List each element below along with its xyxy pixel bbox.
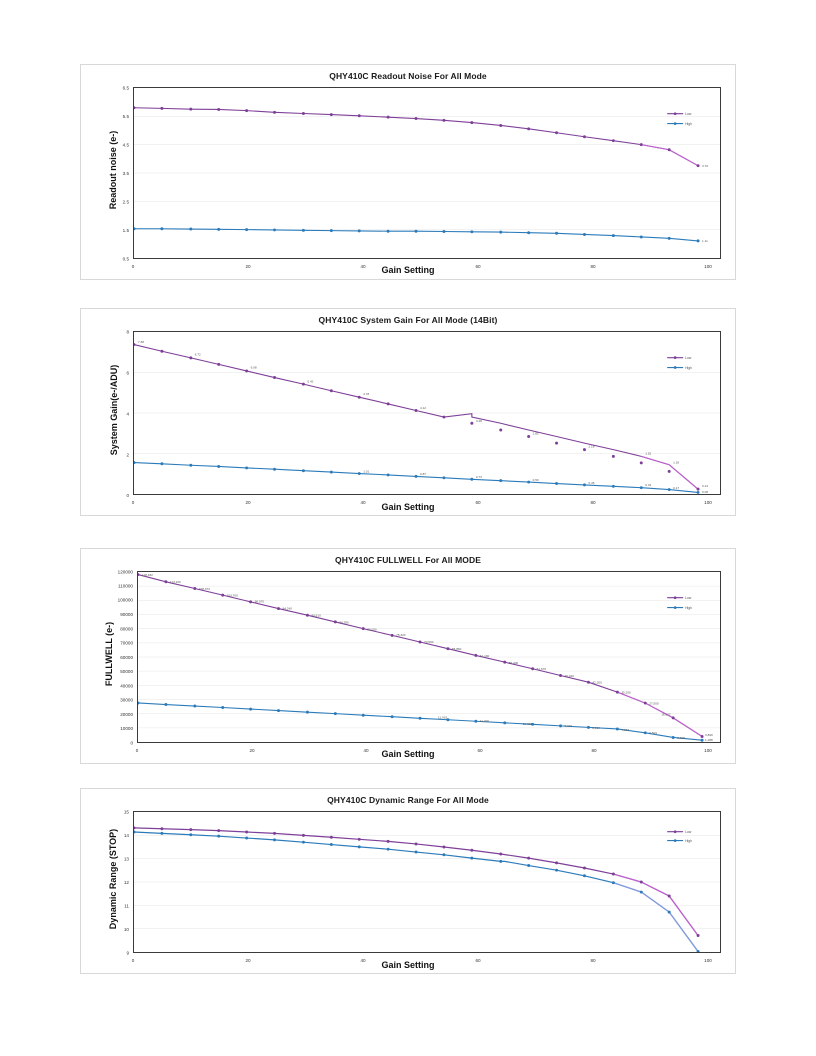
svg-text:120000: 120000: [117, 569, 133, 575]
svg-text:84,780: 84,780: [339, 620, 349, 625]
svg-text:11,915: 11,915: [437, 715, 448, 720]
svg-text:56,400: 56,400: [508, 660, 519, 665]
svg-text:Low: Low: [685, 356, 692, 361]
svg-text:80000: 80000: [120, 626, 133, 632]
legend-fullwell: [667, 596, 692, 610]
svg-text:15: 15: [123, 809, 129, 815]
svg-text:2.5: 2.5: [122, 199, 129, 205]
svg-text:0: 0: [131, 958, 135, 963]
svg-text:40: 40: [360, 958, 366, 963]
svg-text:6.72: 6.72: [194, 352, 201, 357]
svg-text:8,804: 8,804: [592, 726, 601, 731]
svg-text:80: 80: [590, 958, 596, 963]
svg-text:5.5: 5.5: [122, 114, 129, 119]
svg-text:High: High: [685, 365, 693, 370]
svg-text:80: 80: [590, 264, 596, 269]
plot-svg-system-gain: [134, 332, 720, 494]
plot-area-readout-noise: [133, 87, 721, 259]
plot-svg-fullwell: [138, 572, 720, 742]
svg-text:2.82: 2.82: [532, 431, 539, 436]
svg-text:70,590: 70,590: [424, 640, 434, 645]
svg-text:11,200: 11,200: [479, 719, 490, 724]
svg-text:1.01: 1.01: [363, 469, 370, 474]
svg-text:6.5: 6.5: [122, 85, 129, 91]
svg-text:4.12: 4.12: [420, 406, 427, 411]
svg-text:4: 4: [126, 411, 129, 417]
svg-text:20: 20: [249, 748, 255, 753]
svg-text:46,940: 46,940: [564, 673, 574, 678]
svg-text:7,967: 7,967: [621, 728, 630, 733]
svg-text:10,398: 10,398: [522, 722, 533, 727]
svg-text:11: 11: [124, 903, 129, 909]
svg-text:103,700: 103,700: [226, 593, 238, 598]
svg-text:40: 40: [363, 748, 369, 753]
svg-text:3.48: 3.48: [475, 418, 482, 423]
chart-title-dynamic-range: QHY410C Dynamic Range For All Mode: [327, 795, 489, 805]
plot-svg-readout-noise: [134, 88, 720, 258]
svg-text:0: 0: [131, 500, 135, 505]
svg-text:89,510: 89,510: [311, 613, 321, 618]
svg-text:0: 0: [135, 748, 139, 753]
ylabel-fullwell: FULLWELL (e-): [104, 621, 114, 687]
svg-text:3,899: 3,899: [705, 733, 713, 738]
svg-text:0: 0: [126, 493, 129, 498]
svg-text:0.5: 0.5: [122, 256, 129, 262]
legend-readout-noise: [667, 112, 692, 126]
svg-text:51,670: 51,670: [536, 666, 547, 671]
svg-text:Low: Low: [685, 596, 692, 601]
svg-text:100: 100: [704, 748, 712, 753]
svg-text:100: 100: [704, 958, 712, 963]
svg-text:0.45: 0.45: [588, 481, 595, 486]
svg-text:3,218: 3,218: [677, 736, 685, 741]
svg-text:1,288: 1,288: [705, 738, 713, 742]
svg-text:75,320: 75,320: [396, 633, 406, 638]
svg-text:70000: 70000: [120, 640, 133, 646]
svg-text:9,602: 9,602: [564, 724, 573, 729]
svg-text:100: 100: [704, 264, 712, 269]
xlabel-fullwell: Gain Setting: [381, 749, 435, 759]
svg-text:1.52: 1.52: [645, 451, 652, 456]
svg-text:27,500: 27,500: [649, 701, 659, 706]
plot-area-fullwell: [137, 571, 721, 743]
svg-text:13: 13: [123, 856, 129, 862]
svg-text:98,970: 98,970: [254, 599, 265, 604]
svg-text:2: 2: [126, 452, 129, 458]
legend-dynamic-range: [667, 830, 692, 843]
svg-text:35,200: 35,200: [621, 690, 631, 695]
svg-text:Low: Low: [685, 112, 692, 117]
ylabel-dynamic-range: Dynamic Range (STOP): [108, 828, 118, 930]
svg-text:30000: 30000: [120, 697, 133, 703]
svg-text:80,050: 80,050: [367, 627, 377, 632]
svg-text:60: 60: [475, 264, 481, 269]
plot-area-system-gain: [133, 331, 721, 495]
svg-text:80: 80: [590, 500, 596, 505]
svg-text:1.18: 1.18: [673, 460, 680, 465]
chart-card-fullwell: [80, 548, 736, 764]
svg-text:High: High: [685, 605, 693, 610]
svg-text:9: 9: [126, 950, 129, 956]
svg-text:61,130: 61,130: [479, 654, 490, 658]
svg-text:10000: 10000: [120, 726, 133, 731]
svg-text:40000: 40000: [120, 683, 133, 689]
legend-system-gain: [667, 356, 692, 370]
chart-title-readout-noise: QHY410C Readout Noise For All Mode: [329, 71, 487, 81]
svg-text:80: 80: [591, 748, 597, 753]
svg-text:7.38: 7.38: [137, 339, 144, 344]
svg-text:0.31: 0.31: [645, 483, 652, 488]
svg-text:90000: 90000: [120, 612, 133, 617]
svg-text:16,977: 16,977: [661, 712, 671, 717]
chart-title-system-gain: QHY410C System Gain For All Mode (14Bit): [318, 315, 498, 325]
plot-area-dynamic-range: [133, 811, 721, 953]
svg-text:12: 12: [123, 880, 129, 885]
svg-text:2.18: 2.18: [588, 444, 595, 449]
end-label-low: 3.76: [702, 164, 709, 169]
svg-text:113,100: 113,100: [169, 579, 181, 584]
svg-text:60: 60: [475, 500, 481, 505]
svg-text:6.08: 6.08: [250, 365, 257, 370]
xlabel-system-gain: Gain Setting: [381, 502, 435, 512]
svg-text:0.17: 0.17: [673, 486, 680, 491]
svg-text:Low: Low: [685, 830, 692, 835]
svg-text:3.5: 3.5: [122, 171, 129, 176]
svg-text:20: 20: [245, 958, 251, 963]
svg-text:60: 60: [475, 958, 481, 963]
chart-card-dynamic-range: [80, 788, 736, 974]
svg-text:0.24: 0.24: [702, 484, 709, 489]
svg-text:40: 40: [360, 264, 366, 269]
svg-text:0: 0: [130, 740, 133, 746]
svg-text:6,509: 6,509: [649, 731, 657, 736]
svg-text:20000: 20000: [120, 712, 133, 717]
svg-text:0: 0: [131, 264, 135, 269]
svg-text:0.59: 0.59: [532, 478, 539, 483]
svg-text:10: 10: [123, 927, 129, 932]
svg-text:60000: 60000: [120, 655, 133, 660]
svg-text:8: 8: [126, 329, 129, 335]
ylabel-system-gain: System Gain(e-/ADU): [109, 364, 119, 456]
svg-text:65,860: 65,860: [451, 647, 462, 652]
chart-title-fullwell: QHY410C FULLWELL For All MODE: [335, 555, 481, 565]
svg-text:110000: 110000: [118, 583, 133, 589]
svg-text:118,182: 118,182: [141, 572, 153, 577]
svg-text:High: High: [685, 121, 693, 126]
chart-card-readout-noise: [80, 64, 736, 280]
svg-text:5.42: 5.42: [307, 379, 314, 384]
svg-text:High: High: [685, 838, 693, 843]
svg-text:60: 60: [477, 748, 483, 753]
svg-text:0.87: 0.87: [420, 472, 427, 477]
end-label-high: 1.11: [702, 239, 708, 244]
xlabel-readout-noise: Gain Setting: [381, 265, 435, 275]
svg-text:0.08: 0.08: [702, 490, 709, 494]
svg-text:40: 40: [360, 500, 366, 505]
ylabel-readout-noise: Readout noise (e-): [108, 130, 118, 210]
svg-text:42,200: 42,200: [592, 680, 602, 685]
svg-text:108,374: 108,374: [198, 586, 210, 591]
chart-card-system-gain: [80, 308, 736, 516]
svg-text:0.73: 0.73: [475, 475, 482, 480]
xlabel-dynamic-range: Gain Setting: [381, 960, 435, 970]
svg-text:20: 20: [245, 264, 251, 269]
svg-text:100: 100: [704, 500, 712, 505]
svg-text:4.78: 4.78: [363, 392, 370, 397]
plot-svg-dynamic-range: [134, 812, 720, 952]
svg-text:6: 6: [126, 370, 129, 376]
svg-text:50000: 50000: [120, 669, 133, 674]
svg-text:4.5: 4.5: [122, 142, 129, 148]
svg-text:1.5: 1.5: [122, 228, 129, 233]
svg-text:100000: 100000: [117, 597, 133, 603]
svg-text:94,240: 94,240: [282, 606, 292, 611]
svg-text:14: 14: [123, 833, 129, 838]
svg-text:20: 20: [245, 500, 251, 505]
